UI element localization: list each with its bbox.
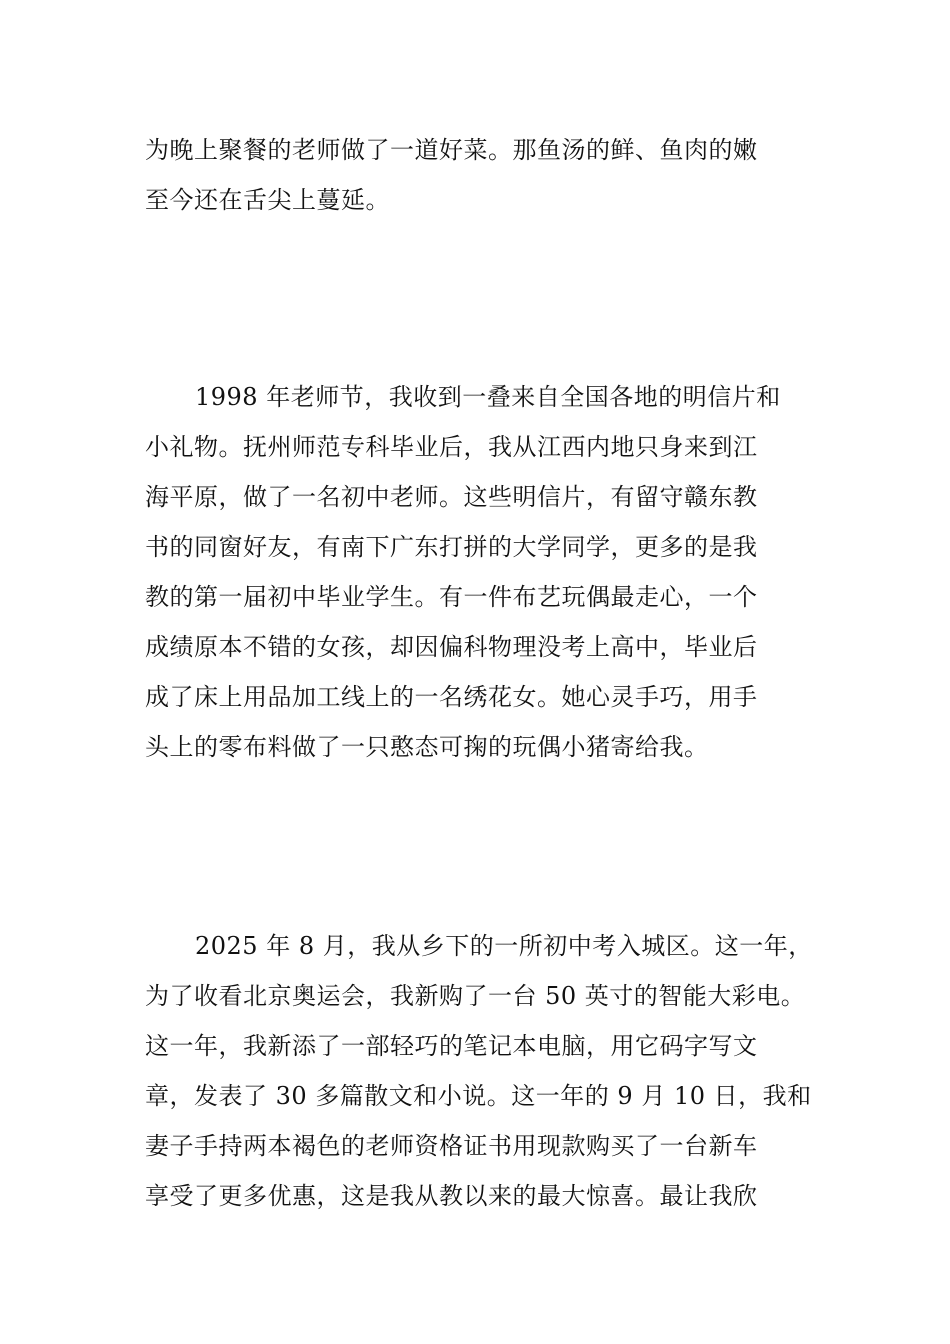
text-line: 成了床上用品加工线上的一名绣花女。她心灵手巧，用手 <box>145 683 758 711</box>
text-line: 为晚上聚餐的老师做了一道好菜。那鱼汤的鲜、鱼肉的嫩 <box>145 136 758 164</box>
text-line: 这一年，我新添了一部轻巧的笔记本电脑，用它码字写文 <box>145 1032 758 1060</box>
paragraph-2025-city <box>145 921 845 1221</box>
text-line: 为了收看北京奥运会，我新购了一台 50 英寸的智能大彩电。 <box>145 982 806 1010</box>
paragraph-1998-postcards <box>145 372 845 772</box>
text-line: 章，发表了 30 多篇散文和小说。这一年的 9 月 10 日，我和 <box>145 1082 812 1110</box>
text-line: 妻子手持两本褐色的老师资格证书用现款购买了一台新车 <box>145 1132 758 1160</box>
text-line: 头上的零布料做了一只憨态可掬的玩偶小猪寄给我。 <box>145 733 709 761</box>
paragraph-fish-soup <box>145 125 845 225</box>
text-line: 成绩原本不错的女孩，却因偏科物理没考上高中，毕业后 <box>145 633 758 661</box>
text-line-first: 1998 年老师节，我收到一叠来自全国各地的明信片和 <box>195 383 781 411</box>
text-line: 海平原，做了一名初中老师。这些明信片，有留守赣东教 <box>145 483 758 511</box>
text-line: 至今还在舌尖上蔓延。 <box>145 186 390 214</box>
text-line: 享受了更多优惠，这是我从教以来的最大惊喜。最让我欣 <box>145 1182 758 1210</box>
text-line: 教的第一届初中毕业学生。有一件布艺玩偶最走心，一个 <box>145 583 758 611</box>
text-line: 书的同窗好友，有南下广东打拼的大学同学，更多的是我 <box>145 533 758 561</box>
text-line-first: 2025 年 8 月，我从乡下的一所初中考入城区。这一年， <box>195 932 813 960</box>
text-line: 小礼物。抚州师范专科毕业后，我从江西内地只身来到江 <box>145 433 758 461</box>
